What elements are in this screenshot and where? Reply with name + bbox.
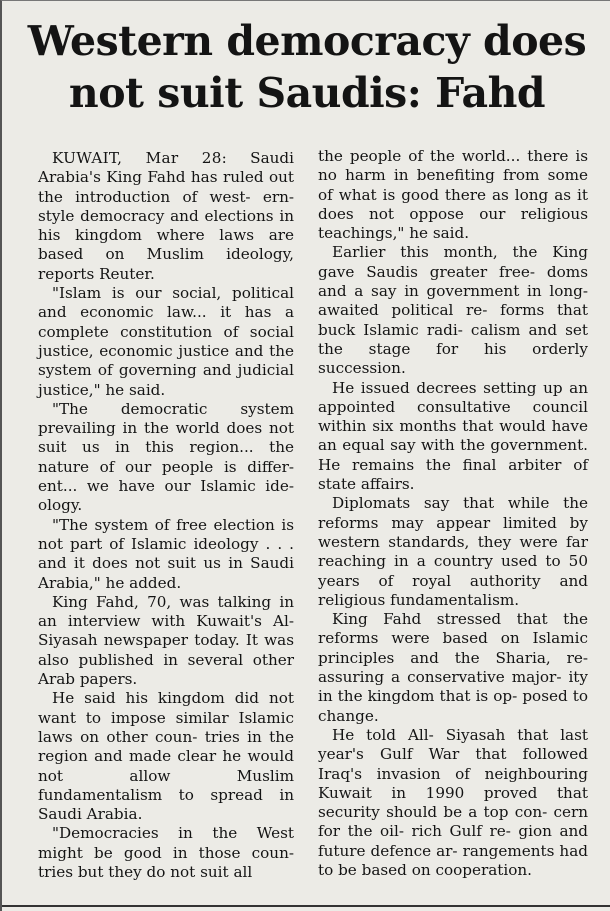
paragraph: Diplomats say that while the reforms may appear limited by western standards, they were far reaching in a country used to 50 years of royal authority and religious fundamentalism. (318, 494, 588, 609)
paragraph: Earlier this month, the King gave Saudis greater free- doms and a say in government in long- awaited political re- forms that buck Islamic radi- calism and set the stage for his orderly succession. (318, 243, 588, 378)
paragraph: "The democratic system prevailing in the world does not suit us in this region... the nature of our people is differ- ent... we have our Islamic ide- ology. (38, 399, 294, 515)
paragraph (38, 149, 294, 284)
paragraph: "Islam is our social, political and economic law... it has a complete constitution of social justice, economic justice and the system of governing and judicial justice," he said. (38, 284, 294, 399)
headline-line-2: not suit Saudis: Fahd (68, 69, 546, 117)
dateline: KUWAIT, Mar 28: (52, 149, 228, 167)
article-column-right (318, 147, 588, 880)
headline (2, 15, 610, 119)
bottom-rule (2, 905, 610, 907)
article-column-left (38, 149, 294, 882)
paragraph: King Fahd, 70, was talking in an interview with Kuwait's Al-Siyasah newspaper today. It was also published in several other Arab papers. (38, 592, 294, 689)
paragraph: He told All- Siyasah that last year's Gulf War that followed Iraq's invasion of neighbouring Kuwait in 1990 proved that security should be a top con- cern for the oil- rich Gulf re- gion and future defence ar- rangements had to be based on cooperation. (318, 725, 588, 879)
paragraph-text: Saudi Arabia's King Fahd has ruled out the introduction of west- ern- style democracy and elections in his kingdom where laws are based on Muslim ideology, reports Reuter. (38, 149, 294, 283)
paragraph: the people of the world... there is no harm in benefiting from some of what is good there as long as it does not oppose our religious teachings," he said. (318, 147, 588, 243)
paragraph: "The system of free election is not part of Islamic ideology . . . and it does not suit us in Saudi Arabia," he added. (38, 515, 294, 592)
paragraph: "Democracies in the West might be good in those coun- tries but they do not suit all (38, 824, 294, 881)
headline-line-1: Western democracy does (27, 17, 587, 65)
paragraph: He said his kingdom did not want to impose similar Islamic laws on other coun- tries in the region and made clear he would not allow Muslim fundamentalism to spread in Saudi Arabia. (38, 689, 294, 824)
paragraph: He issued decrees setting up an appointed consultative council within six months that would have an equal say with the government. He remains the final arbiter of state affairs. (318, 378, 588, 494)
paragraph: King Fahd stressed that the reforms were based on Islamic principles and the Sharia, re- assuring a conservative major- ity in the kingdom that is op- posed to change. (318, 610, 588, 725)
